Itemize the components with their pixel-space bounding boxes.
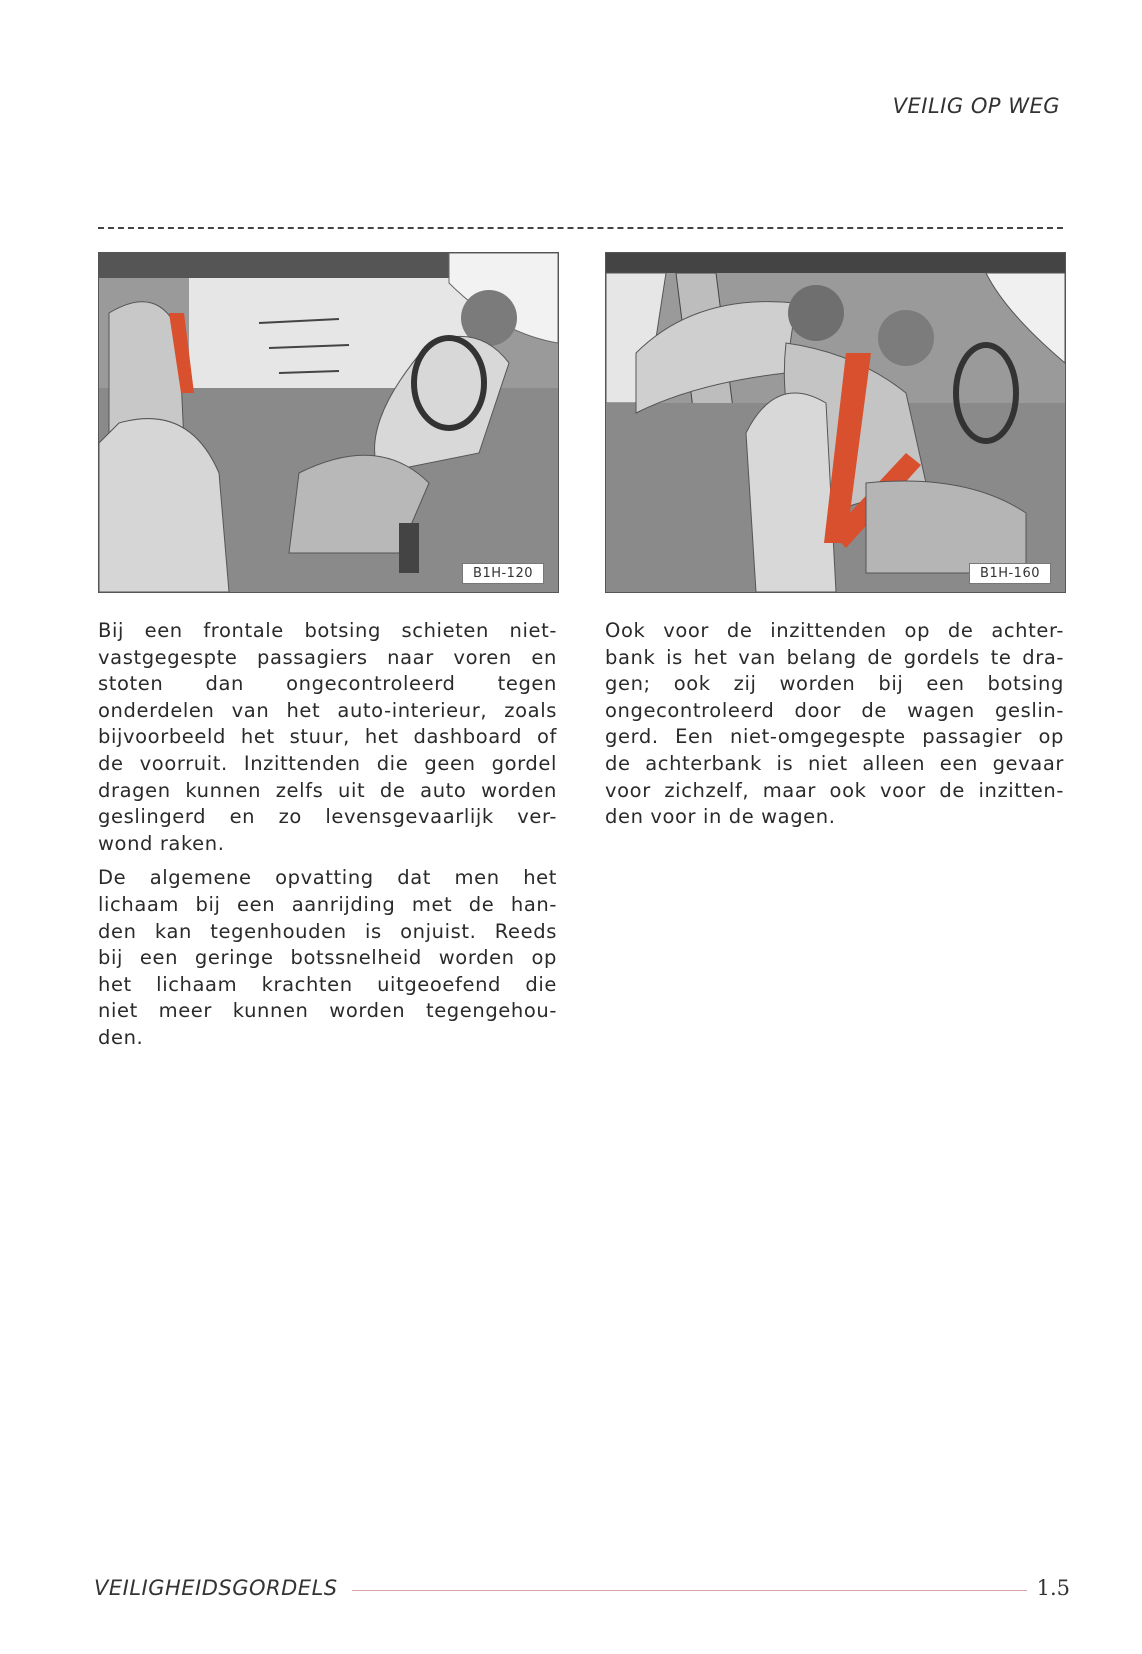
figure-code-label: B1H-160 bbox=[969, 563, 1051, 584]
text-line: onderdelen van het auto-interieur, zoals bbox=[98, 698, 557, 722]
text-line: Ook voor de inzittenden op de achter- bbox=[605, 619, 1064, 642]
text-line: geslingerd en zo levensgevaarlijk ver- bbox=[98, 805, 557, 829]
text-line: de achterbank is niet alleen een gevaar bbox=[605, 751, 1064, 775]
header-divider bbox=[98, 227, 1063, 229]
text-line: bijvoorbeeld het stuur, het dashboard of bbox=[98, 725, 557, 749]
text-line: vastgegespte passagiers naar voren en bbox=[98, 645, 557, 669]
front-crash-drawing bbox=[99, 253, 558, 592]
section-title: VEILIGHEIDSGORDELS bbox=[94, 1576, 338, 1600]
page-footer bbox=[94, 1576, 1070, 1600]
text-line: gen; ook zij worden bij een botsing bbox=[605, 672, 1064, 696]
footer-rule bbox=[352, 1590, 1027, 1591]
text-line: de voorruit. Inzittenden die geen gordel bbox=[98, 751, 557, 775]
rear-crash-drawing bbox=[606, 253, 1065, 592]
text-line: De algemene opvatting dat men het bbox=[98, 866, 557, 890]
text-line: bij een geringe botssnelheid worden op bbox=[98, 946, 557, 970]
text-line: voor zichzelf, maar ook voor de inzitten- bbox=[605, 778, 1064, 802]
text-line: het lichaam krachten uitgeoefend die bbox=[98, 972, 557, 996]
paragraph bbox=[605, 618, 1064, 831]
illustration-front-passenger-crash bbox=[98, 252, 559, 593]
text-line: dragen kunnen zelfs uit de auto worden bbox=[98, 778, 557, 802]
text-line: den kan tegenhouden is onjuist. Reeds bbox=[98, 919, 557, 943]
text-line: Bij een frontale botsing schieten niet- bbox=[98, 619, 557, 642]
figure-code-label: B1H-120 bbox=[462, 563, 544, 584]
text-line: ongecontroleerd door de wagen geslin- bbox=[605, 698, 1064, 722]
text-line: gerd. Een niet-omgegespte passagier op bbox=[605, 725, 1064, 749]
paragraph bbox=[98, 618, 557, 857]
text-line: den voor in de wagen. bbox=[605, 805, 836, 829]
text-line: stoten dan ongecontroleerd tegen bbox=[98, 672, 557, 696]
text-line: den. bbox=[98, 1025, 144, 1049]
illustration-rear-passenger-crash bbox=[605, 252, 1066, 593]
running-header: VEILIG OP WEG bbox=[892, 94, 1060, 118]
text-line: lichaam bij een aanrijding met de han- bbox=[98, 892, 557, 916]
body-text-left-column bbox=[98, 618, 557, 1060]
body-text-right-column bbox=[605, 618, 1064, 839]
text-line: bank is het van belang de gordels te dra- bbox=[605, 645, 1064, 669]
text-line: wond raken. bbox=[98, 831, 225, 855]
page-number: 1.5 bbox=[1036, 1576, 1070, 1600]
text-line: niet meer kunnen worden tegengehou- bbox=[98, 999, 557, 1023]
paragraph bbox=[98, 865, 557, 1051]
